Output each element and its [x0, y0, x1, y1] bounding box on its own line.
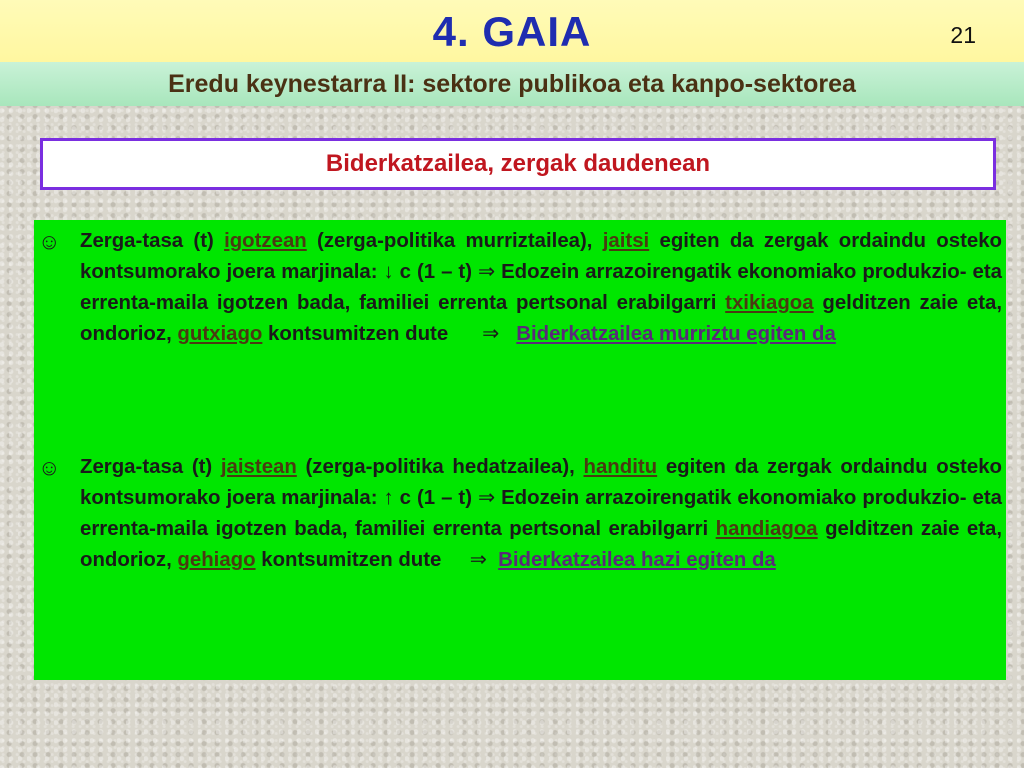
implies-arrow-icon: ⇒: [469, 549, 487, 571]
implies-arrow-icon: ⇒: [482, 323, 500, 345]
text-run: Edozein arrazoirengatik ekonomiako produkzio- eta errenta-maila igotzen bada, familiei errenta pertsonal erabilgarri: [80, 487, 1002, 540]
bullet-text: [80, 452, 1002, 576]
keyword-underlined: jaistean: [220, 456, 297, 478]
text-run: c (1 – t): [393, 487, 478, 509]
implies-arrow-icon: ⇒: [478, 261, 496, 283]
text-run: Edozein arrazoirengatik ekonomiako produkzio- eta errenta-maila igotzen bada, familiei errenta pertsonal erabilgarri: [80, 261, 1002, 314]
text-run: Zerga-tasa (t): [80, 456, 221, 478]
arrow-up-icon: ↑: [383, 487, 394, 509]
text-run: kontsumitzen dute: [255, 549, 448, 571]
content-panel: [34, 220, 1006, 680]
text-run: c (1 – t): [393, 261, 478, 283]
smiley-icon: ☺: [38, 229, 61, 254]
smiley-icon: ☺: [38, 455, 61, 480]
text-run: Zerga-tasa (t): [80, 230, 225, 252]
keyword-underlined: igotzean: [224, 230, 307, 252]
arrow-down-icon: ↓: [383, 261, 394, 283]
slide-title: 4. GAIA: [432, 8, 592, 55]
text-run: gelditzen zaie eta, ondorioz,: [80, 518, 1002, 571]
slide-subtitle: Eredu keynestarra II: sektore publikoa eta kanpo-sektorea: [168, 70, 856, 98]
bullet-text: [80, 226, 1002, 350]
text-run: (zerga-politika murriztailea),: [306, 230, 603, 252]
conclusion-underlined: Biderkatzailea hazi egiten da: [498, 549, 776, 571]
keyword-underlined: gutxiago: [177, 323, 263, 345]
conclusion-underlined: Biderkatzailea murriztu egiten da: [516, 323, 836, 345]
section-title-box: [40, 138, 996, 190]
keyword-underlined: jaitsi: [602, 230, 650, 252]
keyword-underlined: gehiago: [177, 549, 256, 571]
text-run: kontsumitzen dute: [262, 323, 454, 345]
section-title: Biderkatzailea, zergak daudenean: [325, 150, 711, 177]
page-number: 21: [950, 22, 976, 48]
text-run: egiten da zergak ordaindu osteko kontsumorako joera marjinala:: [80, 230, 1002, 283]
keyword-underlined: handiagoa: [715, 518, 818, 540]
text-run: (zerga-politika hedatzailea),: [296, 456, 584, 478]
text-run: gelditzen zaie eta, ondorioz,: [80, 292, 1003, 345]
bullet-item: [38, 452, 1002, 576]
keyword-underlined: txikiagoa: [725, 292, 814, 314]
bullet-item: [38, 226, 1002, 350]
keyword-underlined: handitu: [583, 456, 658, 478]
implies-arrow-icon: ⇒: [478, 487, 496, 509]
text-run: egiten da zergak ordaindu osteko kontsumorako joera marjinala:: [80, 456, 1002, 509]
